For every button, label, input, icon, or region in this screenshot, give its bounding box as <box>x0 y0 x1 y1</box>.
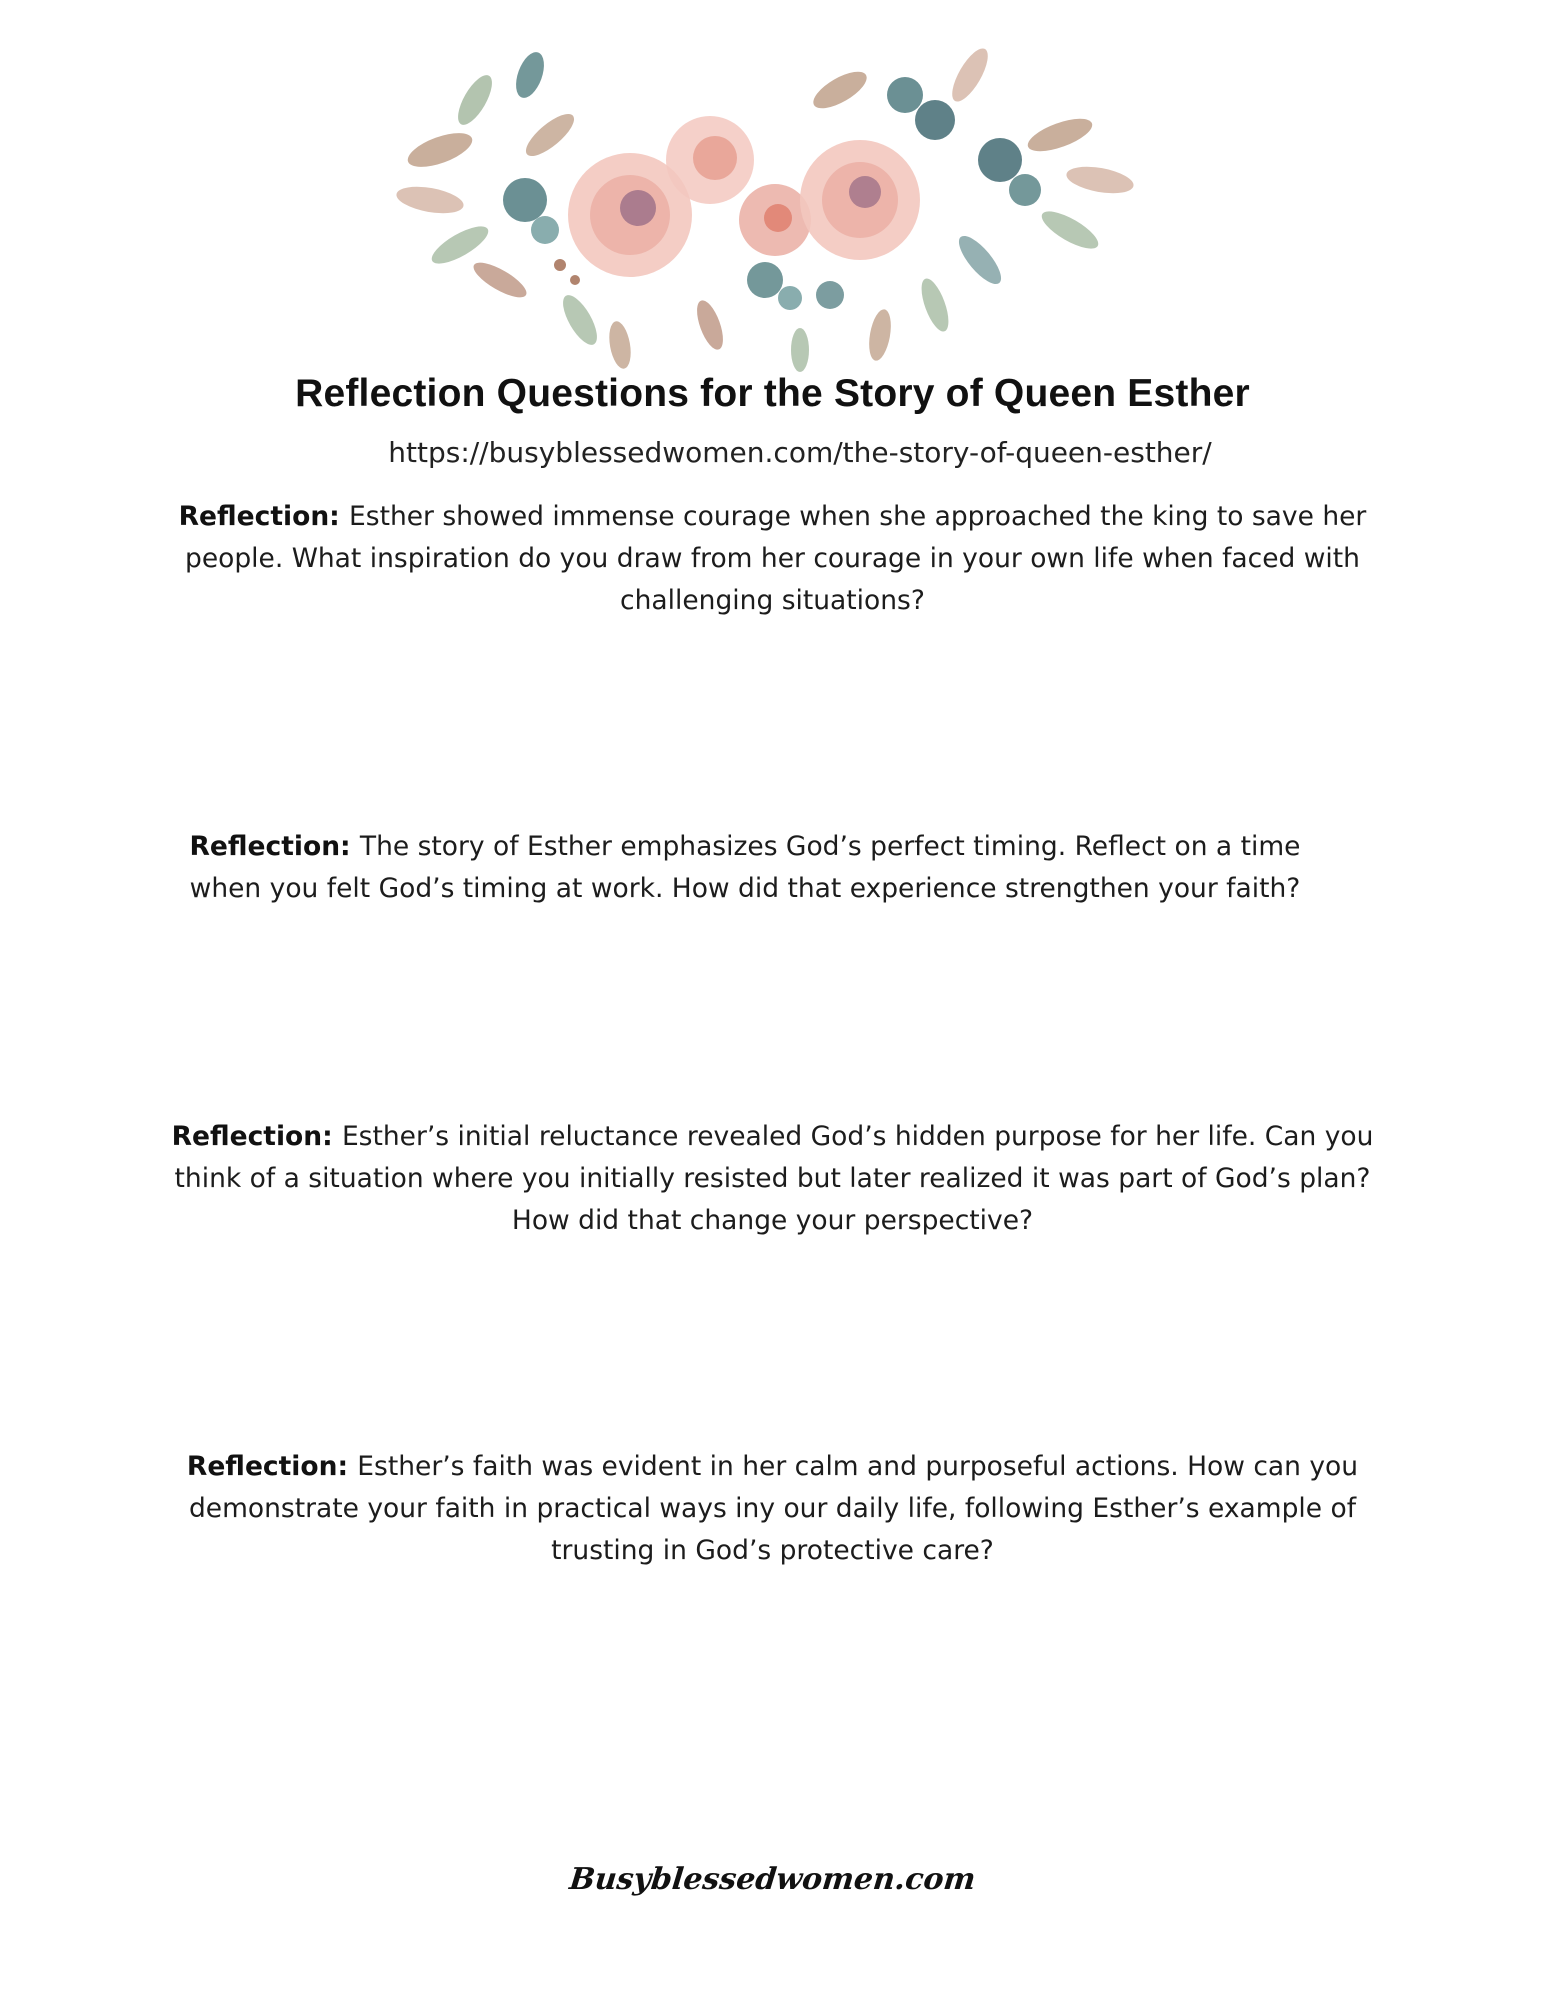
page-title: Reflection Questions for the Story of Queen Esther <box>295 372 1250 415</box>
reflection-label: Reflection: <box>171 1121 342 1152</box>
reflection-block-1 <box>150 496 1395 622</box>
reflection-label: Reflection: <box>189 831 360 862</box>
reflection-block-2 <box>155 826 1335 910</box>
footer-brand: Busyblessedwomen.com <box>567 1862 978 1897</box>
reflection-label: Reflection: <box>186 1451 358 1482</box>
reflection-block-3 <box>150 1116 1395 1242</box>
source-url: https://busyblessedwomen.com/the-story-of-queen-esther/ <box>388 436 1212 469</box>
reflection-label: Reflection: <box>178 501 350 532</box>
floral-bouquet-illustration <box>380 40 1160 380</box>
reflection-block-4 <box>150 1446 1395 1572</box>
reflection-text: Esther showed immense courage when she approached the king to save her people. What inspiration do you draw from her courage in your own life when faced with challenging situations? <box>185 501 1367 616</box>
reflection-text: The story of Esther emphasizes God’s perfect timing. Reflect on a time when you felt God’s timing at work. How did that experience strengthen your faith? <box>189 831 1301 904</box>
reflection-text: Esther’s faith was evident in her calm and purposeful actions. How can you demonstrate your faith in practical ways iny our daily life, following Esther’s example of trusting in God’s protective care? <box>188 1451 1359 1566</box>
reflection-text: Esther’s initial reluctance revealed God’s hidden purpose for her life. Can you think of a situation where you initially resisted but later realized it was part of God’s plan? How did that change your perspective? <box>174 1121 1374 1236</box>
